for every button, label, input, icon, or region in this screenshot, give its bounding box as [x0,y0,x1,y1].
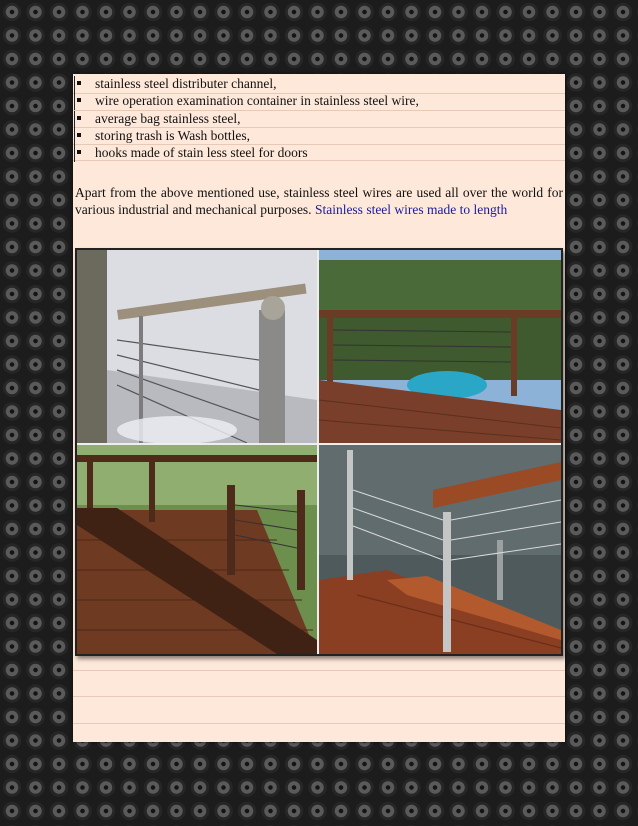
paragraph-text: Apart from the above mentioned use, stainless steel wires are used all over the world for various industrial and mechanical purposes. [75,185,563,218]
list-item-text: average bag stainless steel, [95,110,241,126]
photo-indoor-railing [77,250,317,444]
paragraph-link[interactable]: Stainless steel wires made to length [314,202,508,218]
list-item [73,93,565,110]
list-item [73,128,565,145]
list-item [73,111,565,128]
list-item [73,145,565,162]
bullet-icon [77,98,81,102]
photo-deck-pool [319,250,561,443]
list-item [73,76,565,93]
bullet-list [73,76,565,162]
body-paragraph [75,184,563,218]
document-page [73,74,565,742]
ruled-line [73,723,565,724]
bullet-icon [77,133,81,137]
bullet-icon [77,150,81,154]
bullet-icon [77,81,81,85]
list-item-text: hooks made of stain less steel for doors [95,145,308,161]
railing-photo-collage [75,248,563,656]
ruled-line [73,696,565,697]
photo-steel-post-stairs [319,445,561,654]
list-item-text: wire operation examination container in stainless steel wire, [95,93,419,109]
list-item-text: storing trash is Wash bottles, [95,127,251,143]
ruled-line [73,670,565,671]
bullet-icon [77,116,81,120]
list-item-text: stainless steel distributer channel, [95,76,277,91]
photo-deck-stairs [77,445,317,654]
